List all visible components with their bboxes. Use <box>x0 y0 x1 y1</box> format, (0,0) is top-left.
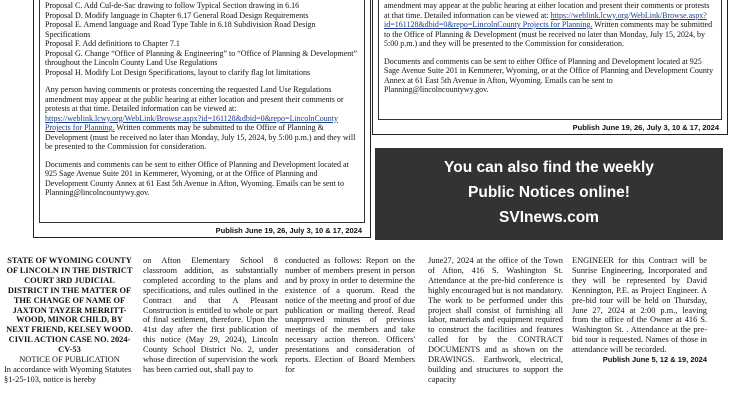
proposal-f: Proposal F. Add definitions to Chapter 7.1 <box>45 39 180 48</box>
column-3 <box>285 256 415 400</box>
right-publish-dates: Publish June 19, 26, July 3, 10 & 17, 2024 <box>572 123 719 132</box>
documents-paragraph: Documents and comments can be sent to either Office of Planning and Development located at 925 Sage Avenue Suite 201 in Kemmerer, Wyoming, or at the Office of Planning and Development County Annex at 61 East 5th Avenue in Afton, Wyoming. Emails can be sent to Planning@lincolncountywy.gov. <box>45 159 349 197</box>
proposal-c: Proposal C. Add Cul-de-Sac drawing to follow Typical Section drawing in 6.16 <box>45 1 300 10</box>
proposal-g: Proposal G. Change “Office of Planning & Engineering” to “Office of Planning & Development” throughout the Lincoln County Land Use Regulations <box>45 48 358 67</box>
proposal-d: Proposal D. Modify language in Chapter 6.17 General Road Design Requirements <box>45 10 309 20</box>
weblink-link[interactable]: https://weblink.lcwy.org/WebLink/Browse.aspx?id=161128&dbid=0&repo=LincolnCounty Projects for Planning. <box>45 113 339 132</box>
column-3-text: conducted as follows: Report on the number of members present in person and by proxy in order to determine the existence of a quorum. Read the notice of the meeting and proof of due publication or mailing thereof. Read unapproved minutes of previous meetings of the members and take necessary action thereon. Officers' presentations and consideration of reports. Election of Board Members for <box>285 256 415 374</box>
column-4 <box>428 256 563 400</box>
banner-url[interactable]: SVInews.com <box>499 209 599 226</box>
column-4-text: June27, 2024 at the office of the Town of Afton, 416 S. Washington St. Attendance at the pre-bid conference is highly encouraged but is not mandatory. The work to be performed under this project shall consist of furnishing all labor, materials and equipment required to construct the facilities and features called for by the CONTRACT DOCUMENTS and as shown on the DRAWINGS. Earthwork, electrical, building and structures to support the capacity <box>428 256 563 384</box>
column-1-text: In accordance with Wyoming Statutes §1-25-103, notice is hereby <box>4 364 132 384</box>
right-weblink-link[interactable]: https://weblink.lcwy.org/WebLink/Browse.aspx?id=161128&dbid=0&repo=LincolnCounty Projects for Planning. <box>384 10 707 29</box>
right-documents-paragraph: Documents and comments can be sent to either Office of Planning and Development located at 925 Sage Avenue Suite 201 in Kemmerer, Wyoming, or at the Office of Planning and Development County Annex at 61 East 5th Avenue in Afton, Wyoming. Emails can be sent to Planning@lincolncountywy.gov. <box>384 56 714 94</box>
notice-of-publication-title: NOTICE OF PUBLICATION <box>19 355 120 365</box>
proposal-e: Proposal E. Amend language and Road Type Table in 6.18 Subdivision Road Design Specifications <box>45 20 316 39</box>
column-1 <box>4 256 135 400</box>
name-change-heading: STATE OF WYOMING COUNTY OF LINCOLN IN THE DISTRICT COURT 3RD JUDICIAL DISTRICT IN THE MATTER OF THE CHANGE OF NAME OF JAXTON TAYZER MERRITT-WOOD, MINOR CHILD, BY NEXT FRIEND, KELSEY WOOD. CIVIL ACTION CASE NO. 2024-CV-53 <box>6 256 133 355</box>
svinews-banner <box>375 148 723 240</box>
column-5-text: ENGINEER for this Contract will be Sunrise Engineering, Incorporated and they will be represented by David Kennington, P.E. as Project Engineer. A pre-bid tour will be held on Thursday, June 27, 2024 at 2:00 p.m., leaving from the office of the Owner at 416 S. Washington St. . Attendance at the pre-bid tour is requested. Names of those in attendance will be recorded. <box>572 256 707 355</box>
banner-line-1: You can also find the weekly <box>444 159 654 176</box>
right-notice-inner <box>378 0 722 120</box>
land-use-notice-box <box>33 0 371 238</box>
column-2 <box>143 256 278 400</box>
proposal-h: Proposal H. Modify Lot Design Specifications, layout to clarify flag lot limitations <box>45 67 311 77</box>
banner-line-2: Public Notices online! <box>468 184 630 201</box>
right-comments-paragraph: amendment may appear at the public hearing at either location and present their comments or protests at that time. Detailed information can be viewed at: https://weblink.lcwy.org/WebLink/Browse.aspx?id=161128&dbid=0&repo=LincolnCounty Projects for Planning. Written comments may be submitted to the Office of Planning & Development (must be received no later than Monday, July 15, 2024, by 5:00 p.m.) and they will be presented to the Commission for consideration. <box>384 1 713 48</box>
comments-paragraph: Any person having comments or protests concerning the requested Land Use Regulations amendment may appear at the public hearing at either location and present their comments or protests at that time. Detailed information can be viewed at: https://weblink.lcwy.org/WebLink/Browse.aspx?id=161128&dbid=0&repo=LincolnCounty Projects for Planning. Written comments may be submitted to the Office of Planning & Development (must be received no later than Monday, July 15, 2024, by 5:00 p.m.) and they will be presented to the Commission for consideration. <box>45 85 356 151</box>
right-notice-box <box>372 0 728 135</box>
column-5-publish-dates: Publish June 5, 12 & 19, 2024 <box>602 355 707 365</box>
publish-dates: Publish June 19, 26, July 3, 10 & 17, 2024 <box>215 226 362 235</box>
column-2-text: on Afton Elementary School 8 classroom addition, as substantially completed according to the plans and specifications, and rules outlined in the Contract and that A Pleasant Construction is entitled to whole or part of final settlement, therefore. Upon the 41st day after the first publication of this notice (May 29, 2024), Lincoln County School District No. 2, under whose direction of supervision the work has been carried out, shall pay to <box>143 256 278 374</box>
column-5 <box>572 256 707 400</box>
land-use-notice-inner <box>39 0 365 223</box>
